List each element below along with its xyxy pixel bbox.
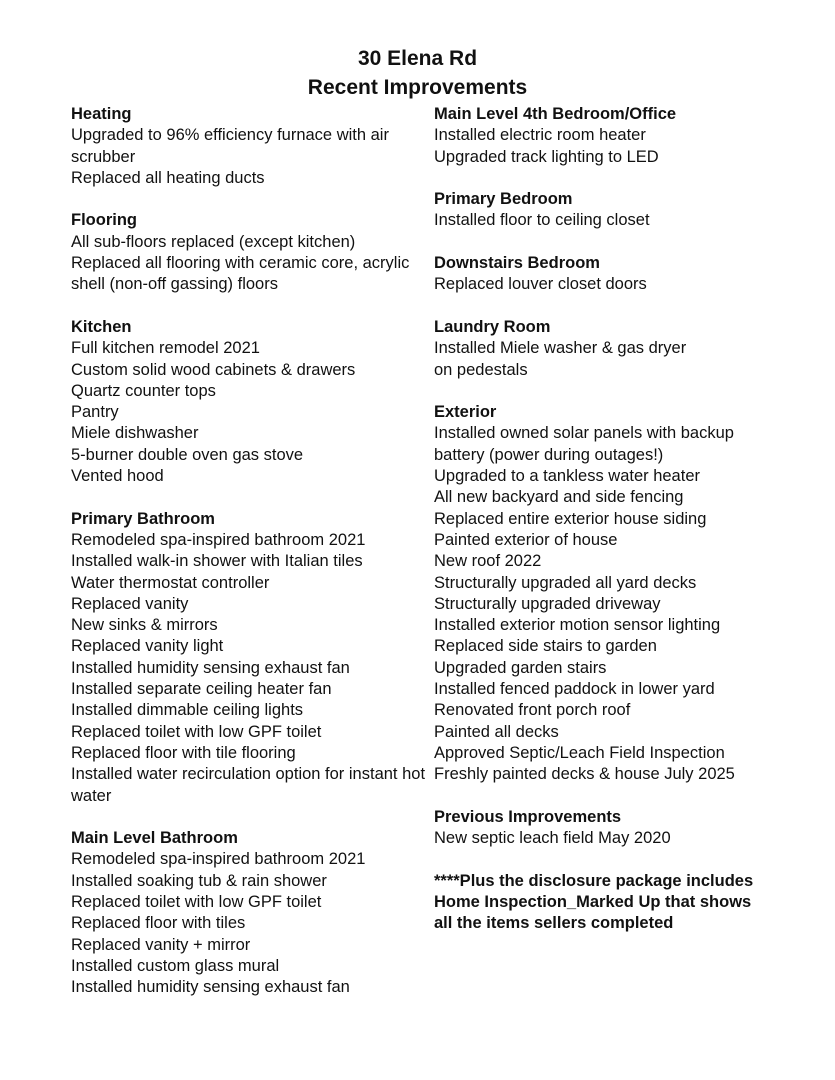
improvement-item: Installed electric room heater — [434, 126, 646, 145]
section-laundry-room — [434, 317, 814, 381]
section-downstairs-bedroom — [434, 253, 814, 296]
improvement-item: Replaced vanity + mirror — [71, 935, 251, 954]
disclosure-note-line: ****Plus the disclosure package includes — [434, 871, 754, 890]
improvement-item: Structurally upgraded all yard decks — [434, 573, 697, 592]
improvement-item: New sinks & mirrors — [71, 616, 218, 635]
section-previous-improvements — [434, 807, 814, 850]
section-kitchen — [71, 317, 441, 487]
improvement-item: Upgraded track lighting to LED — [434, 147, 659, 166]
section-heading: Primary Bathroom — [71, 509, 215, 528]
section-heating — [71, 104, 441, 189]
improvement-item: Replaced all flooring with ceramic core, acrylic shell (non-off gassing) floors — [71, 254, 410, 294]
left-column — [71, 104, 441, 1020]
improvement-item: Replaced louver closet doors — [434, 275, 647, 294]
section-primary-bathroom — [71, 509, 441, 807]
improvement-item: Upgraded to a tankless water heater — [434, 467, 700, 486]
improvement-item: All new backyard and side fencing — [434, 488, 684, 507]
section-flooring — [71, 210, 441, 295]
improvement-item: Installed Miele washer & gas dryer — [434, 339, 687, 358]
improvement-item: Full kitchen remodel 2021 — [71, 339, 260, 358]
section-heading: Flooring — [71, 211, 137, 230]
improvement-item: Custom solid wood cabinets & drawers — [71, 360, 356, 379]
improvement-item: 5-burner double oven gas stove — [71, 445, 304, 464]
improvement-item: Upgraded to 96% efficiency furnace with air scrubber — [71, 126, 389, 166]
disclosure-note-line: all the items sellers completed — [434, 914, 674, 933]
improvement-item: Installed custom glass mural — [71, 956, 280, 975]
improvement-item: Replaced all heating ducts — [71, 168, 265, 187]
improvement-item: Replaced side stairs to garden — [434, 637, 657, 656]
improvement-item: Water thermostat controller — [71, 573, 270, 592]
improvement-item: Replaced vanity light — [71, 637, 224, 656]
section-heading: Laundry Room — [434, 317, 551, 336]
improvement-item: Installed dimmable ceiling lights — [71, 701, 304, 720]
improvement-item: Miele dishwasher — [71, 424, 199, 443]
right-column — [434, 104, 814, 935]
improvement-item: Freshly painted decks & house July 2025 — [434, 765, 735, 784]
improvement-item: Installed owned solar panels with backup — [434, 424, 734, 443]
improvement-item: Installed separate ceiling heater fan — [71, 680, 332, 699]
improvement-item: Vented hood — [71, 467, 164, 486]
improvement-item: Replaced entire exterior house siding — [434, 509, 707, 528]
improvement-item: battery (power during outages!) — [434, 445, 664, 464]
improvement-item: Remodeled spa-inspired bathroom 2021 — [71, 530, 366, 549]
section-heading: Previous Improvements — [434, 807, 622, 826]
section-heading: Main Level 4th Bedroom/Office — [434, 105, 677, 123]
improvement-item: Installed soaking tub & rain shower — [71, 871, 327, 890]
improvement-item: Installed humidity sensing exhaust fan — [71, 658, 350, 677]
improvement-item: Approved Septic/Leach Field Inspection — [434, 743, 725, 762]
disclosure-note-line: Home Inspection_Marked Up that shows — [434, 892, 752, 911]
document-title: 30 Elena Rd — [357, 47, 478, 70]
section-primary-bedroom — [434, 189, 814, 232]
improvement-item: Pantry — [71, 403, 119, 422]
improvement-item: on pedestals — [434, 360, 528, 379]
improvement-item: Installed walk-in shower with Italian tiles — [71, 552, 363, 571]
section-heading: Kitchen — [71, 317, 132, 336]
section-main-level-bathroom — [71, 828, 441, 998]
improvement-item: Replaced toilet with low GPF toilet — [71, 892, 322, 911]
section-exterior — [434, 402, 814, 785]
improvement-item: Painted all decks — [434, 722, 559, 741]
improvement-item: Upgraded garden stairs — [434, 658, 607, 677]
section-heading: Heating — [71, 105, 132, 123]
disclosure-note — [434, 871, 814, 935]
section-heading: Primary Bedroom — [434, 190, 573, 209]
improvement-item: New septic leach field May 2020 — [434, 829, 671, 848]
section-heading: Exterior — [434, 403, 497, 422]
improvement-item: Replaced vanity — [71, 594, 189, 613]
improvement-item: Renovated front porch roof — [434, 701, 631, 720]
improvement-item: New roof 2022 — [434, 552, 542, 571]
improvement-item: Structurally upgraded driveway — [434, 594, 661, 613]
improvement-item: Replaced floor with tiles — [71, 914, 246, 933]
improvement-item: Installed fenced paddock in lower yard — [434, 680, 715, 699]
improvement-item: Installed humidity sensing exhaust fan — [71, 978, 350, 997]
improvement-item: Painted exterior of house — [434, 530, 618, 549]
section-main-level-4th-bedroom-office — [434, 104, 814, 168]
improvement-item: Replaced toilet with low GPF toilet — [71, 722, 322, 741]
improvement-item: Remodeled spa-inspired bathroom 2021 — [71, 850, 366, 869]
section-heading: Downstairs Bedroom — [434, 254, 600, 273]
improvement-item: All sub-floors replaced (except kitchen) — [71, 232, 356, 251]
improvement-item: Quartz counter tops — [71, 381, 216, 400]
improvement-item: Installed water recirculation option for instant hot water — [71, 765, 426, 805]
improvement-item: Installed exterior motion sensor lighting — [434, 616, 721, 635]
improvement-item: Installed floor to ceiling closet — [434, 211, 650, 230]
improvement-item: Replaced floor with tile flooring — [71, 743, 296, 762]
section-heading: Main Level Bathroom — [71, 829, 238, 848]
document-subtitle: Recent Improvements — [307, 76, 528, 99]
